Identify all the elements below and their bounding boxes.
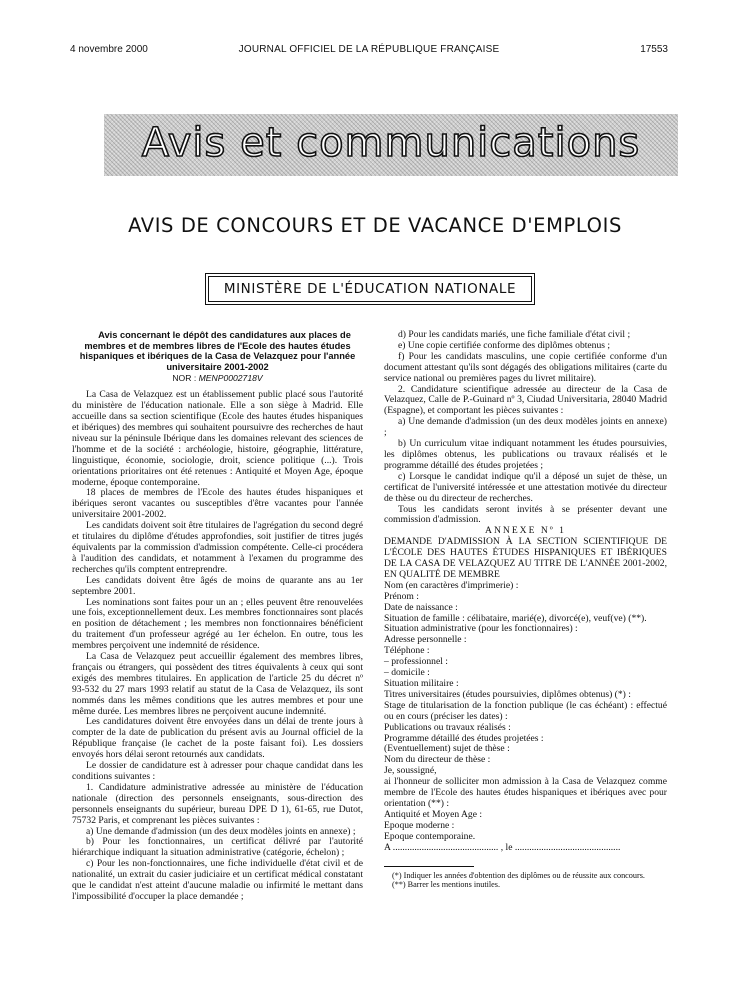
paragraph: e) Une copie certifiée conforme des diplômes obtenus ; <box>398 339 611 351</box>
paragraph: c) Pour les non-fonctionnaires, une fiche individuelle d'état civil et de nationalité, un extrait du casier judiciaire et un certificat médical constatant que le candidat n'est atteint d'aucune maladie ou infirmité le mettant dans l'impossibilité d'occuper la place demandée ; <box>72 858 363 902</box>
form-field-line: Date de naissance : <box>384 601 458 613</box>
form-field-line: Nom du directeur de thèse : <box>384 754 491 766</box>
form-field-line: Epoque moderne : <box>384 819 455 831</box>
nor-code: MENP0002718V <box>198 373 263 384</box>
page-number: 17553 <box>640 44 668 55</box>
footnote: (**) Barrer les mentions inutiles. <box>392 879 501 889</box>
paragraph: Le dossier de candidature est à adresser pour chaque candidat dans les conditions suivantes : <box>72 760 363 782</box>
form-field-line: – professionnel : <box>384 656 448 668</box>
form-field-line: Situation militaire : <box>384 678 459 689</box>
form-field-line: Publications ou travaux réalisés : <box>384 721 511 733</box>
paragraph: a) Une demande d'admission (un des deux modèles joints en annexe) ; <box>86 825 356 837</box>
form-field-line: Téléphone : <box>384 645 430 657</box>
right-paragraphs <box>384 330 667 526</box>
paragraph: b) Un curriculum vitae indiquant notamment les études poursuivies, les diplômes obtenus, les publications ou travaux réalisés et le programme détaillé des études projetées ; <box>384 438 667 471</box>
paragraph: c) Lorsque le candidat indique qu'il a déposé un sujet de thèse, un certificat de l'université intéressée et une attestation motivée du directeur de thèse ou du directeur de recherches. <box>384 470 667 504</box>
section-title: AVIS DE CONCOURS ET DE VACANCE D'EMPLOIS <box>128 214 622 237</box>
ministry-box: MINISTÈRE DE L'ÉDUCATION NATIONALE <box>208 276 532 302</box>
section-banner <box>104 114 678 176</box>
paragraph: Tous les candidats seront invités à se présenter devant une commission d'admission. <box>384 503 667 526</box>
paragraph: Les candidats doivent être âgés de moins de quarante ans au 1er septembre 2001. <box>72 574 363 597</box>
notice-title: Avis concernant le dépôt des candidatures aux places de membres et de membres libres de l'Ecole des hautes études hispaniques et ibériques de la Casa de Velazquez pour l'année universitaire 2001-2002 <box>79 330 356 372</box>
form-field-line: Prénom : <box>384 590 419 602</box>
annexe-heading: ANNEXE Nº 1 <box>485 525 566 537</box>
footnote: (*) Indiquer les années d'obtention des diplômes ou de réussite aux concours. <box>392 870 645 880</box>
form-field-line: A ............................................ , le ............................................ <box>384 841 621 853</box>
paragraph: Les candidats doivent soit être titulaires de l'agrégation du second degré et titulaires du diplôme d'études approfondies, soit justifier de titres jugés équivalents par la commission d'admission compétente. Celle-ci procédera à l'audition des candidats, et notamment à l'examen du programme des recherches qu'ils comptent entreprendre. <box>72 520 363 575</box>
paragraph: La Casa de Velazquez est un établissement public placé sous l'autorité du ministère de l'éducation nationale. Elle a son siège à Madrid. Elle accueille dans sa section scientifique (Ecole des hautes études hispaniques et ibériques) des membres qui souhaitent poursuivre des recherches de haut niveau sur la péninsule Ibérique dans les domaines relevant des sciences de l'homme et de la société : archéologie, histoire, géographie, littérature, linguistique, économie, sociologie, droit, science politique (...). Trois orientations prioritaires ont été retenues : Antiquité et Moyen Age, époque moderne, époque contemporaine. <box>72 389 363 488</box>
nor-label: NOR : <box>172 373 199 384</box>
form-field-line: Epoque contemporaine. <box>384 830 476 842</box>
paragraph: d) Pour les candidats mariés, une fiche familiale d'état civil ; <box>398 329 631 340</box>
form-field-line: Stage de titularisation de la fonction publique (le cas échéant) : effectué ou en cours (préciser les dates) : <box>384 699 667 722</box>
paragraph: a) Une demande d'admission (un des deux modèles joints en annexe) ; <box>384 416 667 439</box>
form-field-line: Situation administrative (pour les fonctionnaires) : <box>384 623 578 635</box>
paragraph: f) Pour les candidats masculins, une copie certifiée conforme d'un document attestant qu'ils sont dégagés des obligations militaires (carte du service national ou premières pages du livret militaire). <box>384 350 667 384</box>
issue-date: 4 novembre 2000 <box>70 44 148 55</box>
form-field-line: (Eventuellement) sujet de thèse : <box>384 743 510 755</box>
form-field-line: Titres universitaires (études poursuivies, diplômes obtenus) (*) : <box>384 688 631 700</box>
paragraph: b) Pour les fonctionnaires, un certificat délivré par l'autorité hiérarchique indiquant la situation administrative (catégorie, échelon) ; <box>72 836 363 859</box>
form-field-line: Situation de famille : célibataire, marié(e), divorcé(e), veuf(ve) (**). <box>384 612 647 624</box>
form-field-line: Nom (en caractères d'imprimerie) : <box>384 579 519 591</box>
footnotes <box>384 871 667 890</box>
footnote-rule <box>384 866 474 867</box>
left-paragraphs <box>72 390 363 903</box>
journal-name: JOURNAL OFFICIEL DE LA RÉPUBLIQUE FRANÇAISE <box>238 44 500 55</box>
paragraph: 1. Candidature administrative adressée au ministère de l'éducation nationale (direction des personnels enseignants, sous-direction des personnels enseignants du supérieur, bureau DPE D 1), 61-65, rue Dutot, 75732 Paris, et comprenant les pièces suivantes : <box>72 781 363 826</box>
left-column <box>72 330 363 903</box>
annexe-form-fields <box>384 581 667 854</box>
form-field-line: Antiquité et Moyen Age : <box>384 808 483 820</box>
form-field-line: Programme détaillé des études projetées : <box>384 732 544 744</box>
right-column <box>384 330 667 889</box>
paragraph: Les candidatures doivent être envoyées dans un délai de trente jours à compter de la date de publication du présent avis au Journal officiel de la République française (le cachet de la poste faisant foi). Les dossiers envoyés hors délai seront retournés aux candidats. <box>72 716 363 761</box>
page-header <box>70 44 668 58</box>
nor-reference <box>72 373 363 384</box>
paragraph: 18 places de membres de l'Ecole des hautes études hispaniques et ibériques seront vacantes ou susceptibles d'être vacantes pour l'année universitaire 2001-2002. <box>72 487 363 521</box>
paragraph: 2. Candidature scientifique adressée au directeur de la Casa de Velazquez, Calle de P.-Guinard nº 3, Ciudad Universitaria, 28040 Madrid (Espagne), et comportant les pièces suivantes : <box>384 383 667 417</box>
form-field-line: Je, soussigné, <box>384 765 437 777</box>
paragraph: Les nominations sont faites pour un an ; elles peuvent être renouvelées une fois, exceptionnellement deux. Les membres fonctionnaires sont placés en position de détachement ; les membres non fonctionnaires bénéficient du traitement d'un professeur agrégé au 1er échelon. En outre, tous les membres perçoivent une indemnité de résidence. <box>72 596 363 652</box>
form-field-line: ai l'honneur de solliciter mon admission à la Casa de Velazquez comme membre de l'Ecole des hautes études hispaniques et ibériques avec pour orientation (**) : <box>384 776 667 809</box>
banner-title: Avis et communications <box>141 120 641 166</box>
form-field-line: Adresse personnelle : <box>384 634 467 646</box>
paragraph: La Casa de Velazquez peut accueillir également des membres libres, français ou étrangers, qui possèdent des titres équivalents à ceux qui sont exigés des membres titulaires. En application de l'article 25 du décret nº 93-532 du 27 mars 1993 relatif au statut de la Casa de Velazquez, ils sont nommés dans les mêmes conditions que les autres membres et pour une même durée. Les membres libres ne perçoivent aucune indemnité. <box>72 651 363 717</box>
form-field-line: – domicile : <box>384 667 430 679</box>
annexe-title: DEMANDE D'ADMISSION À LA SECTION SCIENTIFIQUE DE L'ÉCOLE DES HAUTES ÉTUDES HISPANIQUES ET IBÉRIQUES DE LA CASA DE VELAZQUEZ AU TITRE DE L'ANNÉE 2001-2002, EN QUALITÉ DE MEMBRE <box>384 536 667 580</box>
